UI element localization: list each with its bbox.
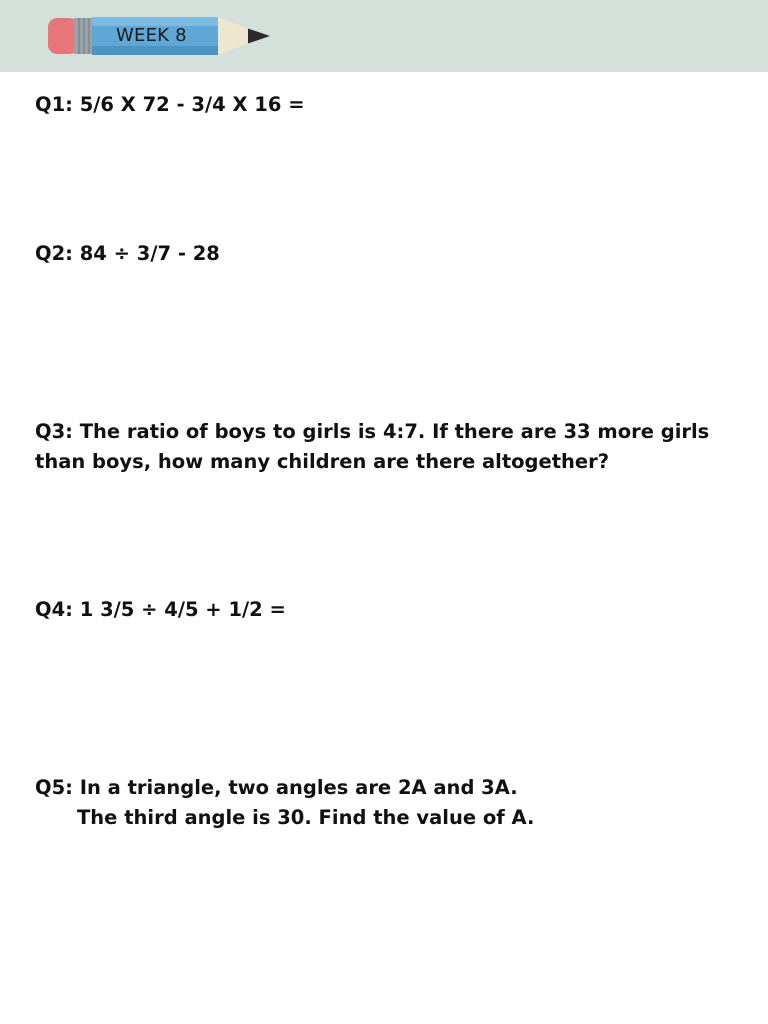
- question-5-line-1: Q5: In a triangle, two angles are 2A and 3A.: [35, 776, 518, 799]
- question-3: [35, 417, 709, 477]
- week-label: WEEK 8: [116, 25, 187, 46]
- question-5: [35, 773, 534, 833]
- question-2: Q2: 84 ÷ 3/7 - 28: [35, 242, 220, 265]
- header-band: [0, 0, 768, 72]
- question-3-line-1: Q3: The ratio of boys to girls is 4:7. If there are 33 more girls: [35, 420, 710, 443]
- question-5-line-2: The third angle is 30. Find the value of A.: [77, 806, 535, 829]
- question-3-line-2: than boys, how many children are there altogether?: [35, 450, 610, 473]
- question-1: Q1: 5/6 X 72 - 3/4 X 16 =: [35, 93, 305, 116]
- question-4: Q4: 1 3/5 ÷ 4/5 + 1/2 =: [35, 598, 286, 621]
